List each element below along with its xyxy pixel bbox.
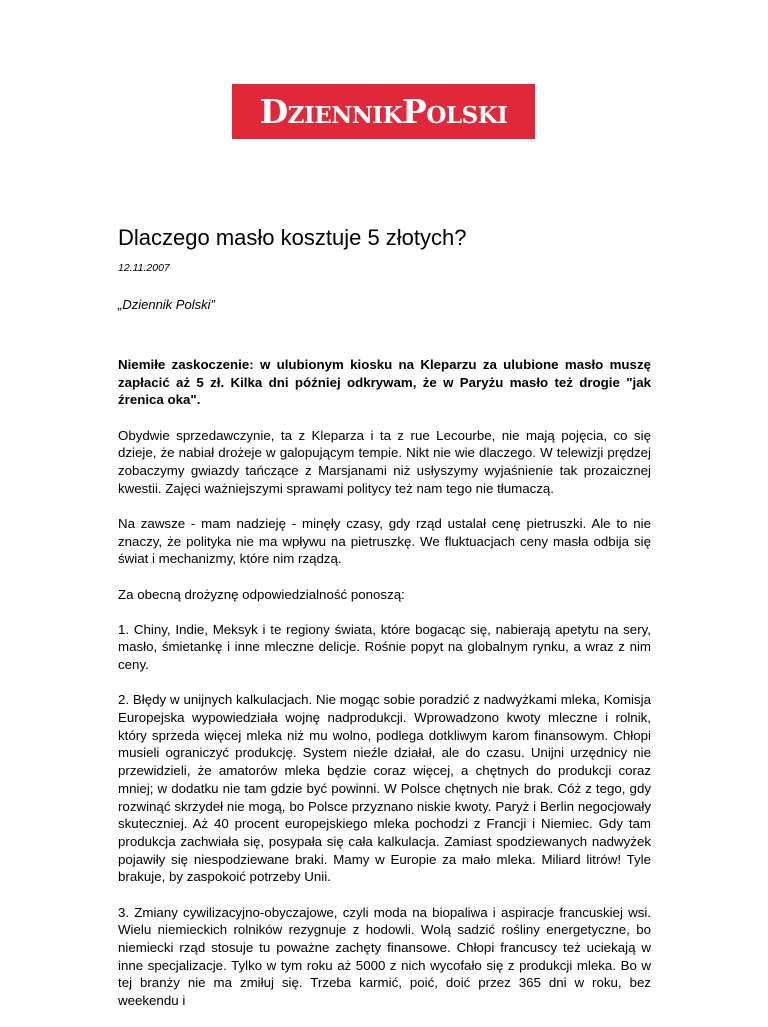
newspaper-logo-text: DziennikPolski — [259, 92, 508, 131]
article-paragraph: 3. Zmiany cywilizacyjno-obyczajowe, czyli moda na biopaliwa i aspiracje francuskiej wsi. Wielu niemieckich rolników rezygnuje z hodowli. Wolą sadzić rośliny energetyczne, bo niemiecki rząd stosuje tu poważne zachęty finansowe. Chłopi francuscy też uciekają w inne specjalizacje. Tylko w tym roku aż 5000 z nich wycofało się z produkcji mleka. Bo w tej branży nie ma zmiłuj się. Trzeba karmić, poić, doić przez 365 dni w roku, bez weekendu i — [118, 904, 651, 1009]
article-source: „Dziennik Polski” — [118, 297, 215, 312]
article-title: Dlaczego masło kosztuje 5 złotych? — [118, 225, 467, 250]
article-lead: Niemiłe zaskoczenie: w ulubionym kiosku na Kleparzu za ulubione masło muszę zapłacić aż 5 zł. Kilka dni później odkrywam, że w Paryżu masło też drogie "jak źrenica oka". — [118, 357, 651, 408]
article-body — [118, 356, 651, 1027]
newspaper-logo — [232, 84, 535, 139]
article-paragraph: Za obecną drożyznę odpowiedzialność ponoszą: — [118, 586, 405, 602]
article-date: 12.11.2007 — [118, 262, 170, 274]
article-paragraph: Obydwie sprzedawczynie, ta z Kleparza i ta z rue Lecourbe, nie mają pojęcia, co się dzieje, że nabiał drożeje w galopującym tempie. Nikt nie wie dlaczego. W telewizji prędzej zobaczymy gwiazdy tańczące z Marsjanami niż usłyszymy wyjaśnienie tak prozaicznej kwestii. Zajęci ważniejszymi sprawami politycy też nam tego nie tłumaczą. — [118, 427, 651, 496]
article-paragraph: 1. Chiny, Indie, Meksyk i te regiony świata, które bogacąc się, nabierają apetytu na sery, masło, śmietankę i inne mleczne delicje. Rośnie popyt na globalnym rynku, a wraz z nim ceny. — [118, 621, 651, 673]
article-paragraph: 2. Błędy w unijnych kalkulacjach. Nie mogąc sobie poradzić z nadwyżkami mleka, Komisja Europejska wypowiedziała wojnę nadprodukcji. Wprowadzono kwoty mleczne i rolnik, który sprzeda więcej mleka niż mu wolno, podlega dotkliwym karom finansowym. Chłopi musieli ograniczyć produkcję. System nieźle działał, ale do czasu. Unijni urzędnicy nie przewidzieli, że amatorów mleka będzie coraz więcej, a chętnych do produkcji coraz mniej; w dodatku nie tam gdzie być powinni. W Polsce chętnych nie brak. Cóż z tego, gdy rozwinąć skrzydeł nie mogą, bo Polsce przyznano niskie kwoty. Paryż i Berlin negocjowały skuteczniej. Aż 40 procent europejskiego mleka pochodzi z Francji i Niemiec. Gdy tam produkcja zachwiała się, posypała się cała kalkulacja. Zamiast spodziewanych nadwyżek pojawiły się niespodziewane braki. Mamy w Europie za mało mleka. Miliard litrów! Tyle brakuje, by zaspokoić potrzeby Unii. — [118, 692, 651, 885]
article-paragraph: Na zawsze - mam nadzieję - minęły czasy, gdy rząd ustalał cenę pietruszki. Ale to nie znaczy, że polityka nie ma wpływu na pietruszkę. We fluktuacjach ceny masła odbija się świat i mechanizmy, które nim rządzą. — [118, 515, 651, 567]
